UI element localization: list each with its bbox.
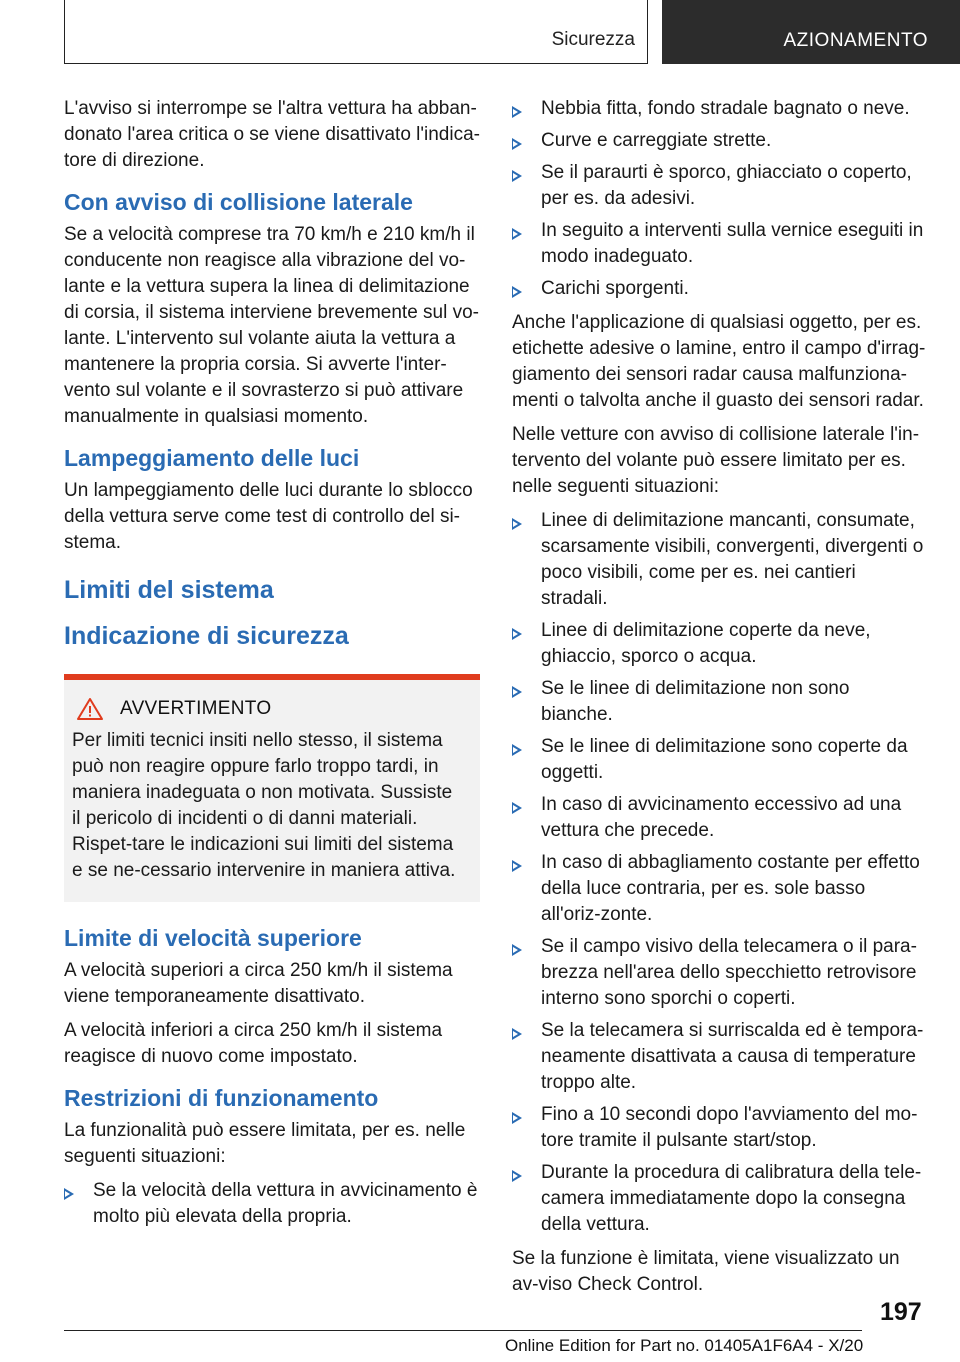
list-item	[512, 1018, 926, 1096]
speed-heading: Limite di velocità superiore	[64, 925, 362, 951]
list-item-text: Durante la procedura di calibratura della tele-camera immediatamente dopo la consegna della vettura.	[541, 1162, 922, 1235]
bullet-triangle-icon	[512, 1028, 522, 1040]
bullet-triangle-icon	[512, 860, 522, 872]
check-control-paragraph: Se la funzione è limitata, viene visualizzato un av-viso Check Control.	[512, 1248, 900, 1295]
list-item	[512, 160, 926, 212]
list-item-text: In caso di avvicinamento eccessivo ad una vettura che precede.	[541, 794, 902, 841]
list-item	[512, 792, 926, 844]
list-item	[512, 508, 926, 612]
list-item	[512, 128, 926, 154]
bullet-triangle-icon	[512, 802, 522, 814]
collision-paragraph: Se a velocità comprese tra 70 km/h e 210 km/h il conducente non reagisce alla vibrazione del vo-lante e la vettura supera la linea di delimitazione di corsia, il sistema interviene brevemente sul vo-lante. L'intervento sul volante aiuta la vettura a mantenere la propria corsia. Si avverte l'inter-vento sul volante e il sovrasterzo si può attivare manualmente in qualsiasi momento.	[64, 224, 480, 427]
list-item	[512, 618, 926, 670]
safety-heading: Indicazione di sicurezza	[64, 622, 349, 650]
list-item-text: Se il campo visivo della telecamera o il para-brezza nell'area dello specchietto retrovisore interno sono sporchi o coperti.	[541, 936, 917, 1009]
list-item-text: Se il paraurti è sporco, ghiacciato o coperto, per es. da adesivi.	[541, 162, 912, 209]
flash-heading: Lampeggiamento delle luci	[64, 445, 360, 471]
list-item	[512, 276, 926, 302]
list-item	[64, 1178, 480, 1230]
list-item	[512, 96, 926, 122]
warning-box	[64, 674, 480, 902]
bullet-triangle-icon	[512, 686, 522, 698]
warning-triangle-icon	[76, 697, 104, 721]
speed-paragraph-1: A velocità superiori a circa 250 km/h il sistema viene temporaneamente disattivato.	[64, 960, 453, 1007]
list-item-text: In seguito a interventi sulla vernice eseguiti in modo inadeguato.	[541, 220, 924, 267]
header-section-box	[64, 0, 648, 64]
conditions-list-1	[512, 96, 926, 302]
intro-paragraph: L'avviso si interrompe se l'altra vettura ha abban-donato l'area critica o se viene disattivato l'indica-tore di direzione.	[64, 98, 480, 171]
list-item-text: Se le linee di delimitazione non sono bianche.	[541, 678, 850, 725]
footer-divider	[64, 1330, 862, 1331]
bullet-triangle-icon	[512, 106, 522, 118]
collision-heading: Con avviso di collisione laterale	[64, 189, 413, 215]
list-item	[512, 1102, 926, 1154]
radar-paragraph: Anche l'applicazione di qualsiasi oggetto, per es. etichette adesive o lamine, entro il campo d'irrag-giamento dei sensori radar causa malfunziona-menti o talvolta anche il guasto dei sensori radar.	[512, 312, 926, 411]
list-item-text: Carichi sporgenti.	[541, 278, 689, 299]
page-number: 197	[880, 1298, 922, 1326]
header-chapter-label: AZIONAMENTO	[783, 30, 928, 51]
right-column	[512, 96, 926, 1306]
bullet-triangle-icon	[512, 628, 522, 640]
bullet-triangle-icon	[512, 944, 522, 956]
list-item	[512, 1160, 926, 1238]
list-item	[512, 850, 926, 928]
bullet-triangle-icon	[512, 228, 522, 240]
warning-title-row	[72, 696, 462, 722]
restrict-heading: Restrizioni di funzionamento	[64, 1085, 379, 1111]
warning-text: Per limiti tecnici insiti nello stesso, il sistema può non reagire oppure farlo troppo tardi, in maniera inadeguata o non motivata. Sussiste il pericolo di incidenti o di danni materiali. Rispet-tare le indicazioni sui limiti del sistema e se ne-cessario intervenire in maniera attiva.	[72, 730, 456, 881]
left-column	[64, 96, 480, 1238]
bullet-triangle-icon	[512, 1170, 522, 1182]
bullet-triangle-icon	[512, 518, 522, 530]
header-section-label: Sicurezza	[551, 29, 635, 50]
bullet-triangle-icon	[512, 744, 522, 756]
list-item-text: Se la velocità della vettura in avvicinamento è molto più elevata della propria.	[93, 1180, 478, 1227]
warning-title: AVVERTIMENTO	[120, 698, 272, 719]
list-item	[512, 934, 926, 1012]
bullet-triangle-icon	[512, 286, 522, 298]
list-item-text: Se le linee di delimitazione sono coperte da oggetti.	[541, 736, 908, 783]
restrict-paragraph: La funzionalità può essere limitata, per es. nelle seguenti situazioni:	[64, 1120, 466, 1167]
list-item-text: Curve e carreggiate strette.	[541, 130, 772, 151]
list-item-text: Nebbia fitta, fondo stradale bagnato o neve.	[541, 98, 910, 119]
list-item	[512, 676, 926, 728]
list-item-text: In caso di abbagliamento costante per effetto della luce contraria, per es. sole basso all'oriz-zonte.	[541, 852, 920, 925]
footer-edition: Online Edition for Part no. 01405A1F6A4 - X/20	[505, 1336, 864, 1355]
restrict-list	[64, 1178, 480, 1230]
bullet-triangle-icon	[512, 138, 522, 150]
bullet-triangle-icon	[64, 1188, 74, 1200]
list-item	[512, 218, 926, 270]
list-item	[512, 734, 926, 786]
list-item-text: Se la telecamera si surriscalda ed è tempora-neamente disattivata a causa di temperature troppo alte.	[541, 1020, 924, 1093]
bullet-triangle-icon	[512, 1112, 522, 1124]
limits-heading: Limiti del sistema	[64, 576, 274, 604]
flash-paragraph: Un lampeggiamento delle luci durante lo sblocco della vettura serve come test di controllo del si-stema.	[64, 480, 473, 553]
header-chapter-box	[662, 0, 960, 64]
bullet-triangle-icon	[512, 170, 522, 182]
list-item-text: Linee di delimitazione mancanti, consumate, scarsamente visibili, convergenti, divergenti o poco visibili, come per es. nei cantieri stradali.	[541, 510, 924, 609]
speed-paragraph-2: A velocità inferiori a circa 250 km/h il sistema reagisce di nuovo come impostato.	[64, 1020, 443, 1067]
list-item-text: Fino a 10 secondi dopo l'avviamento del mo-tore tramite il pulsante start/stop.	[541, 1104, 918, 1151]
conditions-list-2	[512, 508, 926, 1238]
list-item-text: Linee di delimitazione coperte da neve, ghiaccio, sporco o acqua.	[541, 620, 871, 667]
steering-paragraph: Nelle vetture con avviso di collisione laterale l'in-tervento del volante può essere limitato per es. nelle seguenti situazioni:	[512, 424, 920, 497]
